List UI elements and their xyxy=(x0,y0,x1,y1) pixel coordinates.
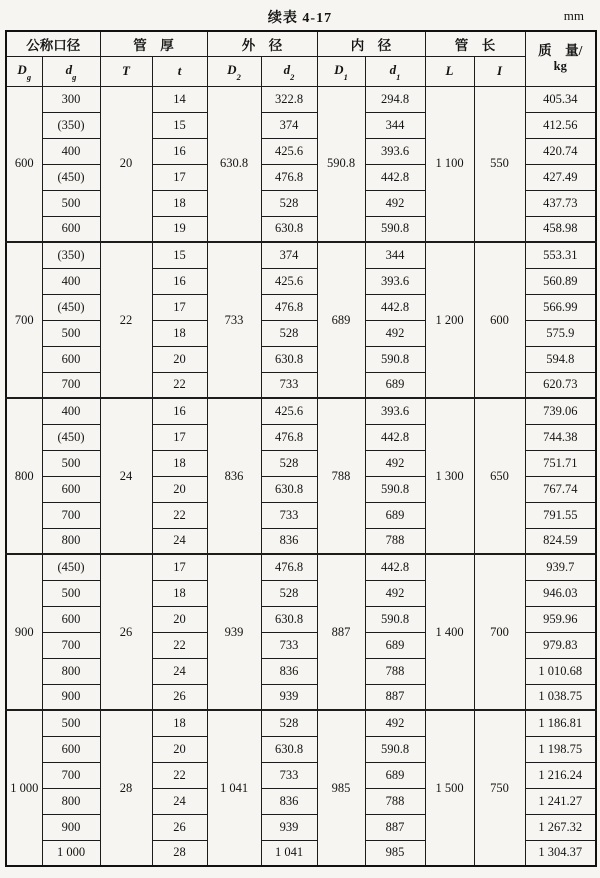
cell-thickness-t: 18 xyxy=(152,710,207,736)
cell-nominal-dg: (450) xyxy=(42,554,100,580)
variable-symbol: D xyxy=(17,62,27,78)
sub-column-header xyxy=(152,56,207,86)
cell-outer-d2: 939 xyxy=(261,814,317,840)
cell-mass-kg: 946.03 xyxy=(525,580,596,606)
cell-thickness-t: 24 xyxy=(152,788,207,814)
cell-inner-d1: 442.8 xyxy=(365,424,425,450)
cell-nominal-dg: 600 xyxy=(42,476,100,502)
cell-thickness-t: 26 xyxy=(152,814,207,840)
spec-table-body xyxy=(6,86,596,866)
cell-nominal-dg: 400 xyxy=(42,268,100,294)
cell-length-l: 650 xyxy=(474,398,525,554)
cell-mass-kg: 420.74 xyxy=(525,138,596,164)
cell-nominal-dg: 500 xyxy=(42,580,100,606)
cell-inner-d1: 689 xyxy=(365,632,425,658)
column-group-header: 内 径 xyxy=(317,31,425,56)
sub-column-header xyxy=(261,56,317,86)
cell-outer-D2: 630.8 xyxy=(207,86,261,242)
cell-nominal-dg: 500 xyxy=(42,190,100,216)
cell-mass-kg: 979.83 xyxy=(525,632,596,658)
cell-outer-d2: 322.8 xyxy=(261,86,317,112)
cell-inner-d1: 590.8 xyxy=(365,216,425,242)
cell-inner-d1: 985 xyxy=(365,840,425,866)
cell-outer-D2: 1 041 xyxy=(207,710,261,866)
cell-outer-d2: 836 xyxy=(261,658,317,684)
cell-nominal-dg: (350) xyxy=(42,112,100,138)
cell-inner-d1: 887 xyxy=(365,814,425,840)
cell-nominal-dg: 500 xyxy=(42,450,100,476)
cell-inner-d1: 590.8 xyxy=(365,606,425,632)
variable-symbol: L xyxy=(445,63,454,78)
column-group-header: 外 径 xyxy=(207,31,317,56)
cell-nominal-dg: 900 xyxy=(42,814,100,840)
variable-symbol: T xyxy=(122,63,130,78)
cell-thickness-t: 22 xyxy=(152,632,207,658)
cell-nominal-dg: 700 xyxy=(42,632,100,658)
cell-nominal-Dg: 1 000 xyxy=(6,710,42,866)
cell-outer-d2: 630.8 xyxy=(261,736,317,762)
cell-length-l: 600 xyxy=(474,242,525,398)
table-row xyxy=(6,554,596,580)
cell-mass-kg: 560.89 xyxy=(525,268,596,294)
cell-inner-D1: 689 xyxy=(317,242,365,398)
cell-thickness-t: 20 xyxy=(152,736,207,762)
cell-thickness-t: 22 xyxy=(152,502,207,528)
cell-length-l: 550 xyxy=(474,86,525,242)
cell-mass-kg: 427.49 xyxy=(525,164,596,190)
cell-outer-d2: 476.8 xyxy=(261,294,317,320)
sub-column-header xyxy=(6,56,42,86)
cell-thickness-t: 16 xyxy=(152,138,207,164)
cell-thickness-t: 20 xyxy=(152,476,207,502)
cell-length-l: 700 xyxy=(474,554,525,710)
sub-column-header xyxy=(100,56,152,86)
cell-inner-d1: 393.6 xyxy=(365,398,425,424)
cell-nominal-dg: 700 xyxy=(42,372,100,398)
cell-nominal-dg: 700 xyxy=(42,502,100,528)
cell-outer-d2: 939 xyxy=(261,684,317,710)
cell-outer-d2: 374 xyxy=(261,112,317,138)
cell-inner-d1: 492 xyxy=(365,190,425,216)
cell-thickness-T: 26 xyxy=(100,554,152,710)
cell-inner-d1: 344 xyxy=(365,112,425,138)
variable-symbol: D xyxy=(227,62,237,78)
cell-inner-d1: 689 xyxy=(365,762,425,788)
cell-inner-D1: 788 xyxy=(317,398,365,554)
cell-nominal-dg: 900 xyxy=(42,684,100,710)
table-row xyxy=(6,710,596,736)
cell-inner-d1: 590.8 xyxy=(365,346,425,372)
cell-thickness-t: 22 xyxy=(152,372,207,398)
cell-inner-d1: 788 xyxy=(365,788,425,814)
cell-thickness-t: 19 xyxy=(152,216,207,242)
cell-length-l: 750 xyxy=(474,710,525,866)
cell-nominal-dg: 500 xyxy=(42,710,100,736)
cell-outer-d2: 733 xyxy=(261,502,317,528)
cell-inner-d1: 344 xyxy=(365,242,425,268)
cell-outer-d2: 630.8 xyxy=(261,606,317,632)
cell-mass-kg: 959.96 xyxy=(525,606,596,632)
cell-mass-kg: 566.99 xyxy=(525,294,596,320)
variable-symbol: D xyxy=(334,62,344,78)
cell-outer-D2: 939 xyxy=(207,554,261,710)
cell-thickness-T: 22 xyxy=(100,242,152,398)
cell-outer-d2: 425.6 xyxy=(261,138,317,164)
cell-nominal-dg: 500 xyxy=(42,320,100,346)
cell-thickness-t: 15 xyxy=(152,242,207,268)
cell-outer-d2: 425.6 xyxy=(261,268,317,294)
cell-nominal-dg: 400 xyxy=(42,398,100,424)
cell-inner-d1: 689 xyxy=(365,372,425,398)
sub-column-header xyxy=(474,56,525,86)
spec-table xyxy=(5,30,597,867)
cell-outer-d2: 374 xyxy=(261,242,317,268)
cell-inner-d1: 294.8 xyxy=(365,86,425,112)
sub-column-header xyxy=(42,56,100,86)
cell-length-L: 1 200 xyxy=(425,242,474,398)
cell-outer-d2: 528 xyxy=(261,190,317,216)
cell-mass-kg: 1 304.37 xyxy=(525,840,596,866)
column-group-header: 管 厚 xyxy=(100,31,207,56)
cell-nominal-dg: 600 xyxy=(42,346,100,372)
cell-thickness-t: 26 xyxy=(152,684,207,710)
cell-outer-d2: 836 xyxy=(261,528,317,554)
cell-mass-kg: 594.8 xyxy=(525,346,596,372)
cell-thickness-T: 28 xyxy=(100,710,152,866)
sub-column-header xyxy=(317,56,365,86)
cell-nominal-Dg: 700 xyxy=(6,242,42,398)
cell-length-L: 1 400 xyxy=(425,554,474,710)
cell-length-L: 1 500 xyxy=(425,710,474,866)
table-row xyxy=(6,242,596,268)
column-group-header: 管 长 xyxy=(425,31,525,56)
cell-mass-kg: 437.73 xyxy=(525,190,596,216)
cell-outer-d2: 476.8 xyxy=(261,164,317,190)
cell-thickness-t: 16 xyxy=(152,398,207,424)
spec-table-header xyxy=(6,31,596,86)
cell-outer-d2: 528 xyxy=(261,580,317,606)
cell-mass-kg: 458.98 xyxy=(525,216,596,242)
sub-column-header xyxy=(207,56,261,86)
cell-nominal-dg: (350) xyxy=(42,242,100,268)
mass-column-header xyxy=(525,31,596,86)
cell-outer-d2: 528 xyxy=(261,320,317,346)
mass-header-line2: kg xyxy=(553,59,567,74)
cell-mass-kg: 553.31 xyxy=(525,242,596,268)
cell-mass-kg: 620.73 xyxy=(525,372,596,398)
cell-nominal-Dg: 600 xyxy=(6,86,42,242)
cell-inner-d1: 393.6 xyxy=(365,138,425,164)
cell-mass-kg: 1 186.81 xyxy=(525,710,596,736)
cell-mass-kg: 1 241.27 xyxy=(525,788,596,814)
unit-label: mm xyxy=(563,8,584,23)
cell-nominal-dg: 800 xyxy=(42,658,100,684)
cell-inner-D1: 590.8 xyxy=(317,86,365,242)
cell-nominal-dg: 600 xyxy=(42,216,100,242)
cell-outer-d2: 1 041 xyxy=(261,840,317,866)
cell-inner-d1: 393.6 xyxy=(365,268,425,294)
cell-thickness-t: 14 xyxy=(152,86,207,112)
variable-subscript: g xyxy=(26,71,32,82)
table-row xyxy=(6,86,596,112)
cell-outer-d2: 476.8 xyxy=(261,424,317,450)
cell-thickness-t: 17 xyxy=(152,554,207,580)
cell-thickness-t: 16 xyxy=(152,268,207,294)
cell-outer-d2: 630.8 xyxy=(261,216,317,242)
cell-inner-d1: 590.8 xyxy=(365,476,425,502)
cell-thickness-t: 24 xyxy=(152,528,207,554)
sub-column-header xyxy=(365,56,425,86)
cell-inner-d1: 887 xyxy=(365,684,425,710)
variable-subscript: 1 xyxy=(396,71,401,82)
variable-symbol: d xyxy=(65,62,73,78)
cell-outer-d2: 476.8 xyxy=(261,554,317,580)
cell-nominal-Dg: 800 xyxy=(6,398,42,554)
cell-outer-D2: 733 xyxy=(207,242,261,398)
cell-outer-d2: 733 xyxy=(261,762,317,788)
variable-subscript: 2 xyxy=(290,71,295,82)
cell-thickness-T: 20 xyxy=(100,86,152,242)
cell-outer-d2: 630.8 xyxy=(261,346,317,372)
cell-inner-d1: 442.8 xyxy=(365,554,425,580)
cell-outer-d2: 733 xyxy=(261,632,317,658)
cell-mass-kg: 739.06 xyxy=(525,398,596,424)
cell-nominal-dg: 600 xyxy=(42,606,100,632)
cell-inner-d1: 590.8 xyxy=(365,736,425,762)
cell-mass-kg: 1 267.32 xyxy=(525,814,596,840)
column-group-header: 公称口径 xyxy=(6,31,100,56)
cell-inner-d1: 788 xyxy=(365,528,425,554)
variable-subscript: 1 xyxy=(343,71,348,82)
cell-thickness-t: 17 xyxy=(152,294,207,320)
cell-mass-kg: 1 038.75 xyxy=(525,684,596,710)
variable-symbol: I xyxy=(496,63,503,78)
variable-symbol: t xyxy=(177,63,182,78)
cell-mass-kg: 824.59 xyxy=(525,528,596,554)
table-row xyxy=(6,398,596,424)
cell-mass-kg: 1 216.24 xyxy=(525,762,596,788)
variable-symbol: d xyxy=(389,62,397,78)
cell-thickness-t: 20 xyxy=(152,606,207,632)
cell-nominal-dg: 700 xyxy=(42,762,100,788)
cell-outer-d2: 528 xyxy=(261,450,317,476)
cell-nominal-dg: 600 xyxy=(42,736,100,762)
cell-mass-kg: 767.74 xyxy=(525,476,596,502)
variable-symbol: d xyxy=(283,62,291,78)
cell-inner-d1: 492 xyxy=(365,450,425,476)
cell-thickness-t: 22 xyxy=(152,762,207,788)
cell-inner-d1: 492 xyxy=(365,320,425,346)
cell-nominal-dg: 800 xyxy=(42,528,100,554)
mass-header-line1: 质 量/ xyxy=(538,42,583,58)
cell-nominal-dg: 1 000 xyxy=(42,840,100,866)
cell-nominal-dg: (450) xyxy=(42,164,100,190)
cell-mass-kg: 751.71 xyxy=(525,450,596,476)
cell-nominal-dg: 300 xyxy=(42,86,100,112)
cell-thickness-t: 18 xyxy=(152,190,207,216)
cell-nominal-dg: (450) xyxy=(42,424,100,450)
cell-mass-kg: 744.38 xyxy=(525,424,596,450)
cell-outer-d2: 836 xyxy=(261,788,317,814)
cell-mass-kg: 1 198.75 xyxy=(525,736,596,762)
cell-inner-D1: 985 xyxy=(317,710,365,866)
cell-outer-d2: 425.6 xyxy=(261,398,317,424)
cell-mass-kg: 791.55 xyxy=(525,502,596,528)
cell-inner-d1: 442.8 xyxy=(365,164,425,190)
cell-length-L: 1 300 xyxy=(425,398,474,554)
cell-outer-D2: 836 xyxy=(207,398,261,554)
cell-mass-kg: 405.34 xyxy=(525,86,596,112)
cell-nominal-dg: 800 xyxy=(42,788,100,814)
cell-thickness-T: 24 xyxy=(100,398,152,554)
cell-thickness-t: 18 xyxy=(152,580,207,606)
cell-thickness-t: 20 xyxy=(152,346,207,372)
cell-mass-kg: 939.7 xyxy=(525,554,596,580)
cell-thickness-t: 17 xyxy=(152,424,207,450)
cell-thickness-t: 28 xyxy=(152,840,207,866)
sub-column-header xyxy=(425,56,474,86)
cell-thickness-t: 15 xyxy=(152,112,207,138)
cell-thickness-t: 24 xyxy=(152,658,207,684)
cell-nominal-Dg: 900 xyxy=(6,554,42,710)
cell-inner-d1: 788 xyxy=(365,658,425,684)
cell-thickness-t: 18 xyxy=(152,450,207,476)
cell-length-L: 1 100 xyxy=(425,86,474,242)
cell-thickness-t: 18 xyxy=(152,320,207,346)
cell-outer-d2: 630.8 xyxy=(261,476,317,502)
cell-inner-d1: 689 xyxy=(365,502,425,528)
cell-mass-kg: 575.9 xyxy=(525,320,596,346)
variable-subscript: 2 xyxy=(236,71,241,82)
cell-outer-d2: 733 xyxy=(261,372,317,398)
cell-outer-d2: 528 xyxy=(261,710,317,736)
cell-nominal-dg: 400 xyxy=(42,138,100,164)
cell-mass-kg: 412.56 xyxy=(525,112,596,138)
variable-subscript: g xyxy=(72,71,77,82)
cell-inner-D1: 887 xyxy=(317,554,365,710)
cell-inner-d1: 442.8 xyxy=(365,294,425,320)
cell-nominal-dg: (450) xyxy=(42,294,100,320)
cell-thickness-t: 17 xyxy=(152,164,207,190)
cell-inner-d1: 492 xyxy=(365,710,425,736)
cell-inner-d1: 492 xyxy=(365,580,425,606)
page-title: 续表 4-17 xyxy=(267,11,333,26)
cell-mass-kg: 1 010.68 xyxy=(525,658,596,684)
